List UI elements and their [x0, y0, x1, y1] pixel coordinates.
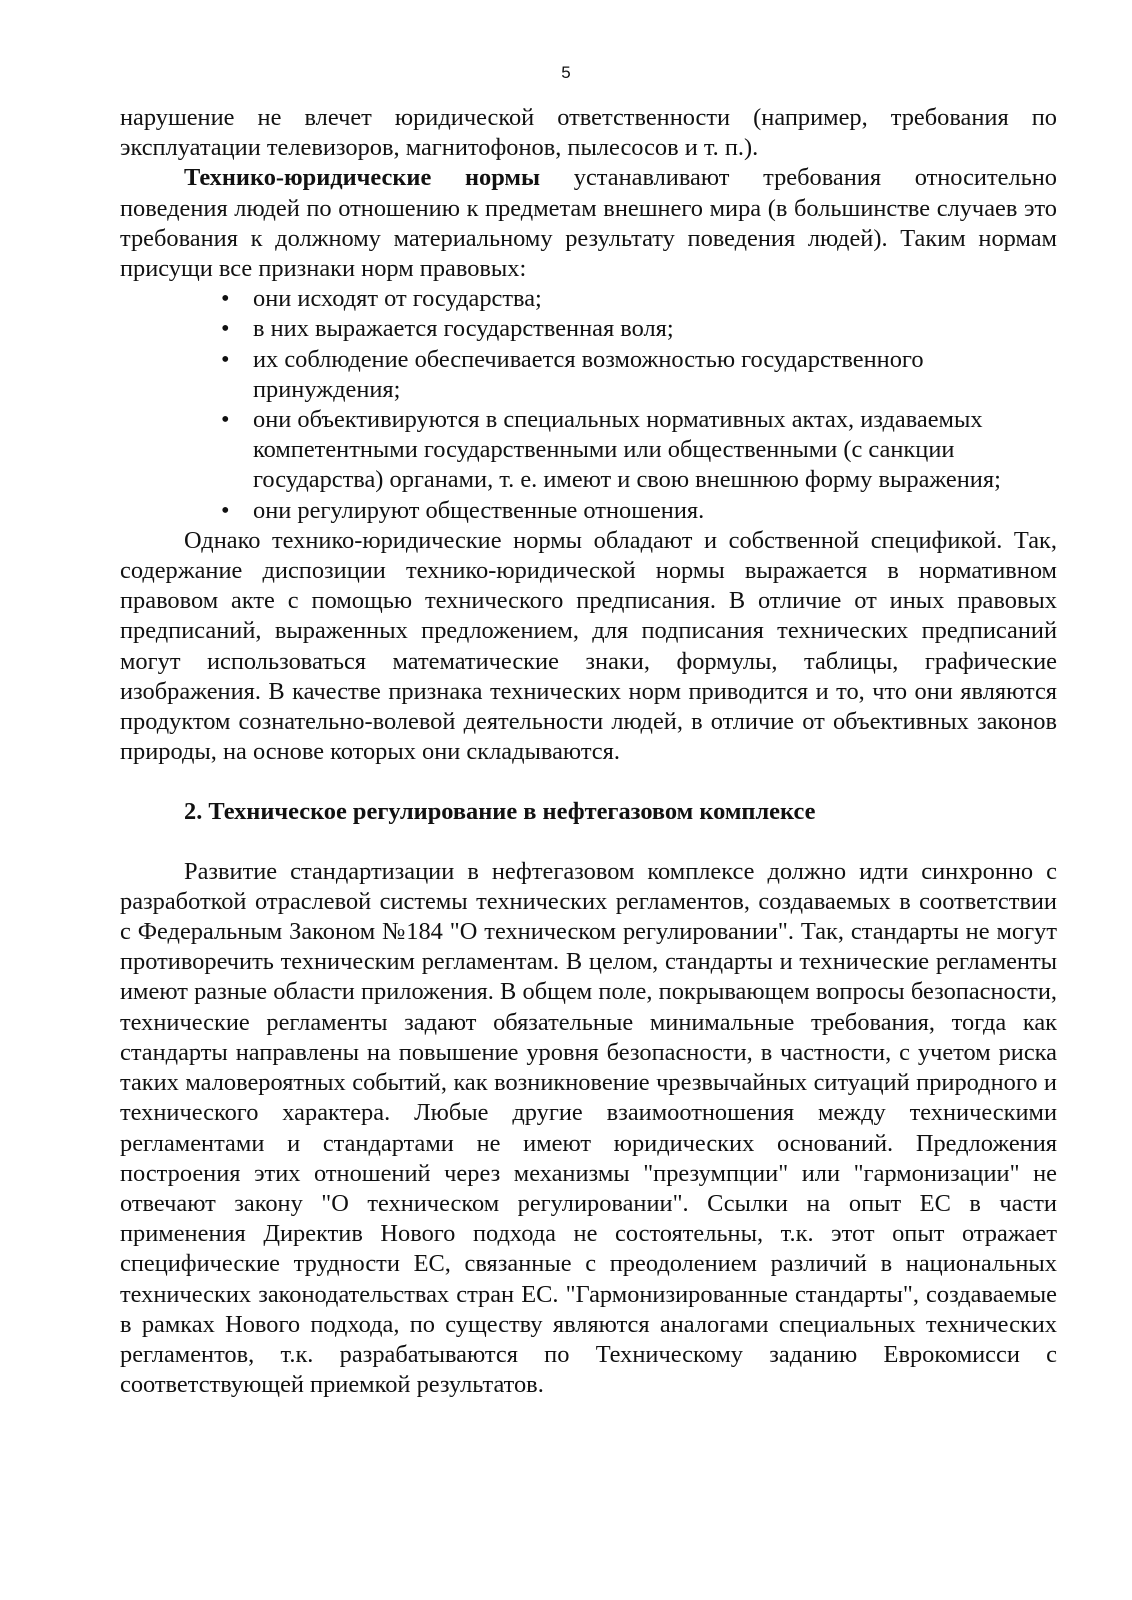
bold-term: Технико-юридические нормы — [184, 164, 541, 192]
bullet-icon: • — [221, 406, 230, 434]
page-number: 5 — [561, 63, 571, 82]
paragraph-continuation: нарушение не влечет юридической ответственности (например, требования по эксплуатации телевизоров, магнитофонов, пылесосов и т. п.). — [120, 104, 1057, 162]
paragraph-technical-legal-norms — [120, 163, 1057, 284]
list-item-text: они исходят от государства; — [253, 285, 542, 313]
list-item — [221, 284, 1057, 314]
bullet-icon: • — [221, 496, 230, 524]
paragraph-standardization: Развитие стандартизации в нефтегазовом комплексе должно идти синхронно с разработкой отраслевой системы технических регламентов, создаваемых в соответствии с Федеральным Законом №184 "О техническом регулировании". Так, стандарты не могут противоречить техническим регламентам. В целом, стандарты и технические регламенты имеют разные области приложения. В общем поле, покрывающем вопросы безопасности, технические регламенты задают обязательные минимальные требования, тогда как стандарты направлены на повышение уровня безопасности, в частности, с учетом риска таких маловероятных событий, как возникновение чрезвычайных ситуаций природного и технического характера. Любые другие взаимоотношения между техническими регламентами и стандартами не имеют юридических оснований. Предложения построения этих отношений через механизмы "презумпции" или "гармонизации" не отвечают закону "О техническом регулировании". Ссылки на опыт ЕС в части применения Директив Нового подхода не состоятельны, т.к. этот опыт отражает специфические трудности ЕС, связанные с преодолением различий в национальных технических законодательствах стран ЕС. "Гармонизированные стандарты", создаваемые в рамках Нового подхода, по существу являются аналогами специальных технических регламентов, т.к. разрабатываются по Техническому заданию Еврокомисси с соответствующей приемкой результатов. — [120, 857, 1057, 1399]
list-item — [221, 405, 1057, 496]
paragraph-text: устанавливают требования относительно поведения людей по отношению к предметам внешнего мира (в большинстве случаев это требования к должному материальному результату поведения людей). Таким нормам присущи все признаки норм правовых: — [120, 164, 1058, 283]
list-item — [221, 496, 1057, 526]
norm-features-list — [120, 284, 1057, 526]
section-heading: 2. Техническое регулирование в нефтегазовом комплексе — [184, 798, 816, 826]
list-item-text: они регулируют общественные отношения. — [253, 496, 705, 524]
bullet-icon: • — [221, 345, 230, 373]
list-item-text: они объективируются в специальных нормативных актах, издаваемых компетентными государственными или общественными (с санкции государства) органами, т. е. имеют и свою внешнюю форму выражения; — [253, 406, 1001, 494]
list-item-text: в них выражается государственная воля; — [253, 315, 674, 343]
list-item-text: их соблюдение обеспечивается возможностью государственного принуждения; — [253, 345, 924, 403]
bullet-icon: • — [221, 315, 230, 343]
list-item — [221, 314, 1057, 344]
paragraph-specifics: Однако технико-юридические нормы обладают и собственной спецификой. Так, содержание диспозиции технико-юридической нормы выражается в нормативном правовом акте с помощью технического предписания. В отличие от иных правовых предписаний, выраженных предложением, для подписания технических предписаний могут использоваться математические знаки, формулы, таблицы, графические изображения. В качестве признака технических норм приводится и то, что они являются продуктом сознательно-волевой деятельности людей, в отличие от объективных законов природы, на основе которых они складываются. — [120, 526, 1057, 766]
document-body — [120, 103, 1057, 1400]
bullet-icon: • — [221, 285, 230, 313]
list-item — [221, 345, 1057, 405]
